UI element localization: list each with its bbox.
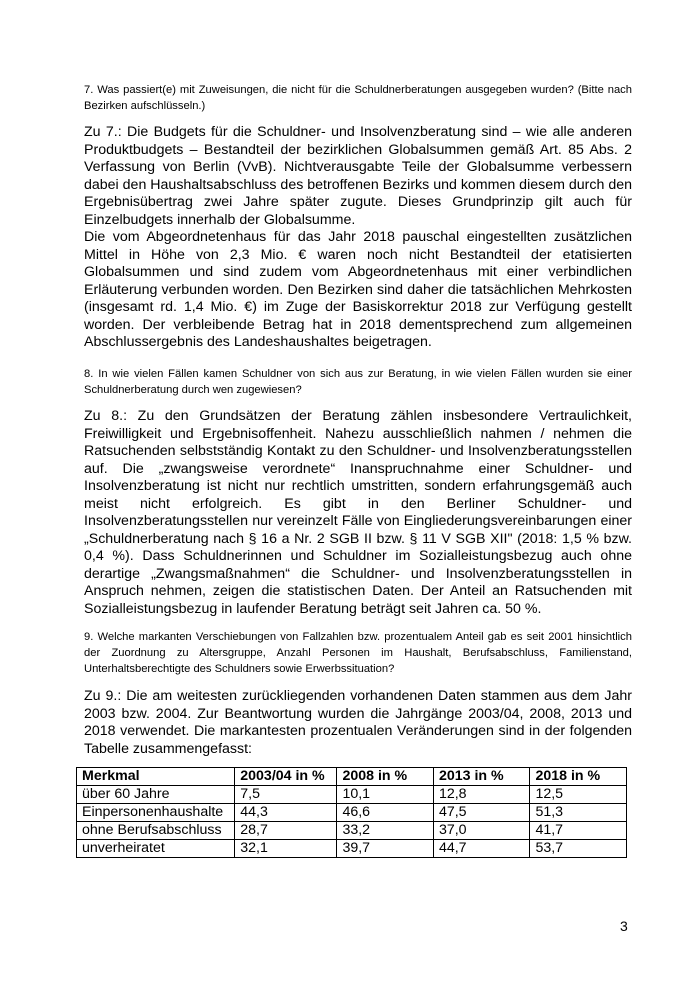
table-cell: 37,0 [433,822,530,840]
table-cell: 47,5 [433,804,530,822]
table-cell: 33,2 [337,822,434,840]
table-cell: 7,5 [235,786,337,804]
answer-7-paragraph-2: Die vom Abgeordnetenhaus für das Jahr 2018 pauschal eingestellten zusätzlichen Mittel in Höhe von 2,3 Mio. € waren noch nicht Bestandteil der etatisierten Globalsummen und sind zudem vom Abgeordnetenhaus mit einer verbindlichen Erläuterung verbunden worden. Den Bezirken sind daher die tatsächlichen Mehrkosten (insgesamt rd. 1,4 Mio. €) im Zuge der Basiskorrektur 2018 zur Verfügung gestellt worden. Der verbleibende Betrag hat in 2018 dementsprechend zum allgemeinen Abschlussergebnis des Landeshaushaltes beigetragen. [84,229,632,350]
answer-7-paragraph-1: Zu 7.: Die Budgets für die Schuldner- und Insolvenzberatung sind – wie alle anderen Produktbudgets – Bestandteil der bezirklichen Globalsummen gemäß Art. 85 Abs. 2 Verfassung von Berlin (VvB). Nichtverausgabte Teile der Globalsumme verbessern dabei den Haushaltsabschluss des betroffenen Bezirks und kommen diesem durch den Ergebnisübertrag zwei Jahre später zugute. Dieses Grundprinzip gilt auch für Einzelbudgets innerhalb der Globalsumme. [84,124,632,228]
table-cell: 41,7 [530,822,627,840]
table-cell: 28,7 [235,822,337,840]
table-cell: Einpersonenhaushalte [77,804,235,822]
question-7: 7. Was passiert(e) mit Zuweisungen, die nicht für die Schuldnerberatungen ausgegeben wurden? (Bitte nach Bezirken aufschlüsseln.) [84,84,632,112]
table-cell: 44,7 [433,840,530,858]
table-cell: 39,7 [337,840,434,858]
table-row [77,786,627,804]
table-cell: unverheiratet [77,840,235,858]
table-cell: 44,3 [235,804,337,822]
table-cell: 12,5 [530,786,627,804]
header-2003-04: 2003/04 in % [235,768,337,786]
question-9: 9. Welche markanten Verschiebungen von Fallzahlen bzw. prozentualem Anteil gab es seit 2001 hinsichtlich der Zuordnung zu Altersgruppe, Anzahl Personen im Haushalt, Berufsabschluss, Familienstand, Unterhaltsberechtigte des Schuldners sowie Erwerbssituation? [84,631,632,675]
header-2013: 2013 in % [433,768,530,786]
table-cell: 10,1 [337,786,434,804]
table-header-row [77,768,627,786]
answer-9: Zu 9.: Die am weitesten zurückliegenden vorhandenen Daten stammen aus dem Jahr 2003 bzw. 2004. Zur Beantwortung wurden die Jahrgänge 2003/04, 2008, 2013 und 2018 verwendet. Die markantesten prozentualen Veränderungen sind in der folgenden Tabelle zusammengefasst: [84,688,632,757]
table-cell: über 60 Jahre [77,786,235,804]
table-row [77,822,627,840]
question-8: 8. In wie vielen Fällen kamen Schuldner von sich aus zur Beratung, in wie vielen Fällen wurden sie einer Schuldnerberatung durch wen zugewiesen? [84,368,632,396]
table-cell: 12,8 [433,786,530,804]
table-cell: ohne Berufsabschluss [77,822,235,840]
answer-8: Zu 8.: Zu den Grundsätzen der Beratung zählen insbesondere Vertraulichkeit, Freiwilligkeit und Ergebnisoffenheit. Nahezu ausschließlich nahmen / nehmen die Ratsuchenden selbstständig Kontakt zu den Schuldner- und Insolvenzberatungsstellen auf. Die „zwangsweise verordnete“ Inanspruchnahme einer Schuldner- und Insolvenzberatung ist nicht nur rechtlich umstritten, sondern erfahrungsgemäß auch meist nicht erfolgreich. Es gibt in den Berliner Schuldner- und Insolvenzberatungsstellen nur vereinzelt Fälle von Eingliederungsvereinbarungen einer „Schuldnerberatung nach § 16 a Nr. 2 SGB II bzw. § 11 V SGB XII" (2018: 1,5 % bzw. 0,4 %). Dass Schuldnerinnen und Schuldner im Sozialleistungsbezug auch ohne derartige „Zwangsmaßnahmen“ die Schuldner- und Insolvenzberatungsstellen in Anspruch nehmen, zeigen die statistischen Daten. Der Anteil an Ratsuchenden mit Sozialleistungsbezug in laufender Beratung beträgt seit Jahren ca. 50 %. [84,408,632,617]
header-merkmal: Merkmal [77,768,235,786]
statistics-table [76,767,627,858]
header-2018: 2018 in % [530,768,627,786]
answer-7 [84,124,632,352]
table-row [77,840,627,858]
table-row [77,804,627,822]
table-cell: 32,1 [235,840,337,858]
table-cell: 46,6 [337,804,434,822]
page-number: 3 [620,918,628,934]
header-2008: 2008 in % [337,768,434,786]
table-cell: 53,7 [530,840,627,858]
table-cell: 51,3 [530,804,627,822]
